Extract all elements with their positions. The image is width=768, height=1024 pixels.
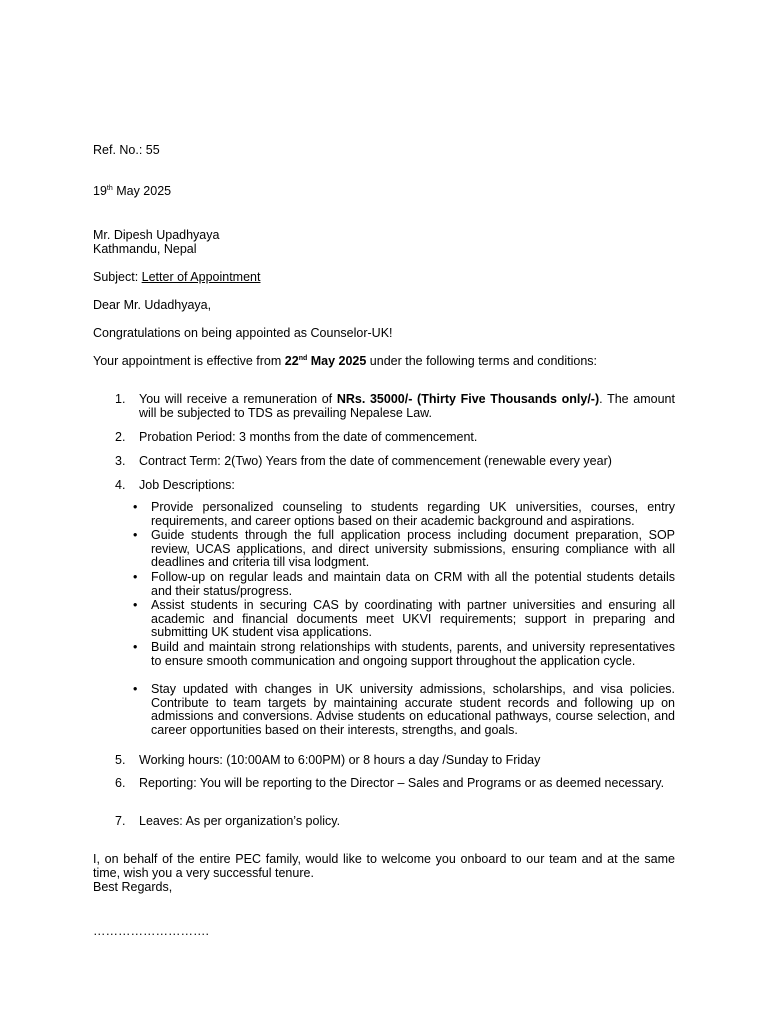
bullet-icon: •	[133, 570, 138, 584]
bullet-icon: •	[133, 640, 138, 654]
duty-text: Guide students through the full application process including document preparation, SOP review, UCAS applications, and direct university submissions, ensuring compliance with all deadlines and criteria till visa lodgment.	[151, 528, 675, 570]
term-number: 7.	[115, 814, 126, 828]
term-text: Leaves: As per organization’s policy.	[139, 814, 341, 828]
term-number: 2.	[115, 430, 126, 444]
bullet-icon: •	[133, 682, 138, 696]
term-number: 5.	[115, 753, 126, 767]
term-text-post: . The amount will be subjected to TDS as prevailing Nepalese Law.	[139, 392, 675, 420]
closing-paragraph: I, on behalf of the entire PEC family, would like to welcome you onboard to our team and at the same time, wish you a very successful tenure.	[93, 852, 675, 880]
effective-ordinal: nd	[298, 355, 308, 362]
term-text: Reporting: You will be reporting to the Director – Sales and Programs or as deemed necessary.	[139, 776, 665, 790]
effective-post: under the following terms and conditions:	[366, 354, 598, 368]
term-number: 6.	[115, 776, 126, 790]
duty-text: Assist students in securing CAS by coordinating with partner universities and ensuring all academic and financial documents meet UKVI requirements; support in preparing and submitting UK student visa applications.	[151, 598, 675, 640]
term-text: Contract Term: 2(Two) Years from the date of commencement (renewable every year)	[139, 454, 612, 468]
term-text: Working hours: (10:00AM to 6:00PM) or 8 hours a day /Sunday to Friday	[139, 753, 541, 767]
effective-month: May 2025	[307, 354, 367, 368]
reference-number: Ref. No.: 55	[93, 143, 160, 157]
signature-line: ……………………….	[93, 924, 209, 938]
duty-text: Build and maintain strong relationships with students, parents, and university representatives to ensure smooth communication and ongoing support throughout the application cycle.	[151, 640, 675, 668]
term-text: Probation Period: 3 months from the date of commencement.	[139, 430, 478, 444]
date-rest: May 2025	[112, 184, 172, 198]
recipient-address: Kathmandu, Nepal	[93, 242, 197, 256]
best-regards: Best Regards,	[93, 880, 173, 894]
bullet-icon: •	[133, 598, 138, 612]
bullet-icon: •	[133, 500, 138, 514]
salutation: Dear Mr. Udadhyaya,	[93, 298, 212, 312]
recipient-name: Mr. Dipesh Upadhyaya	[93, 228, 220, 242]
term-number: 3.	[115, 454, 126, 468]
duty-text: Stay updated with changes in UK university admissions, scholarships, and visa policies. Contribute to team targets by maintaining accurate student records and following up on admissions and conversions. Advise students on educational pathways, course selection, and career opportunities based on their interests, strengths, and goals.	[151, 682, 675, 737]
letter-date	[93, 184, 675, 198]
salary-amount: NRs. 35000/- (Thirty Five Thousands only/-)	[336, 392, 600, 406]
term-number: 1.	[115, 392, 126, 406]
bullet-icon: •	[133, 528, 138, 542]
subject-text: Letter of Appointment	[141, 270, 261, 284]
effective-pre: Your appointment is effective from	[93, 354, 285, 368]
date-ordinal: th	[106, 185, 113, 192]
term-text: Job Descriptions:	[139, 478, 235, 492]
subject-label: Subject:	[93, 270, 142, 284]
duty-text: Provide personalized counseling to students regarding UK universities, courses, entry requirements, and career options based on their academic background and aspirations.	[151, 500, 675, 528]
effective-date-line	[93, 354, 675, 368]
duty-text: Follow-up on regular leads and maintain data on CRM with all the potential students details and their status/progress.	[151, 570, 675, 598]
subject-line	[93, 270, 675, 284]
appointment-letter	[93, 0, 675, 1024]
term-number: 4.	[115, 478, 126, 492]
term-text	[139, 392, 675, 420]
date-day: 19	[93, 184, 107, 198]
term-text-pre: You will receive a remuneration of	[139, 392, 337, 406]
effective-day: 22	[284, 354, 299, 368]
congratulations-line: Congratulations on being appointed as Counselor-UK!	[93, 326, 393, 340]
